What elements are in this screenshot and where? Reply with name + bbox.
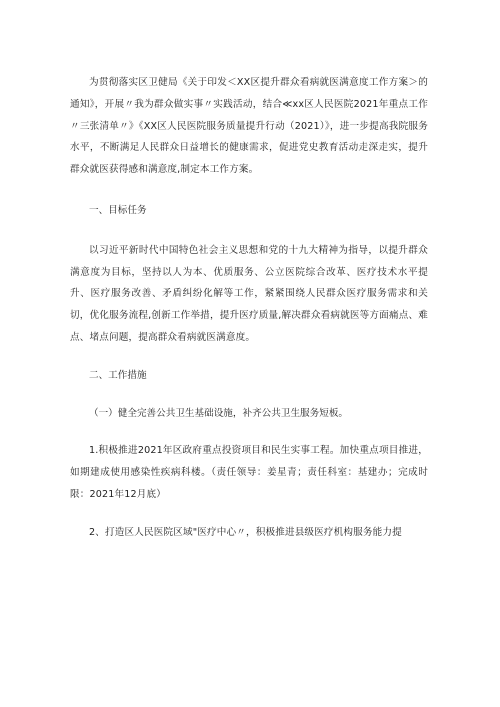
spacer [70, 387, 428, 403]
intro-paragraph: 为贯彻落实区卫健局《关于印发＜XX区提升群众看病就医满意度工作方案＞的通知》，开展〃我为群众做实事〃实践活动，结合≪xx区人民医院2021年重点工作〃三张清单〃》《XX区人民医院服务质量提升行动（2021）》，进一步提高我院服务水平，不断满足人民群众日益增长的健康需求，促进党史教育活动走深走实，提升群众就医获得感和满意度,制定本工作方案。 [70, 77, 428, 176]
section-1-heading: 一、目标任务 [89, 204, 147, 216]
spacer [70, 222, 428, 240]
subsection-1-heading: （一）健全完善公共卫生基础设施，补齐公共卫生服务短板。 [89, 407, 349, 419]
section-1-paragraph: 以习近平新时代中国特色社会主义思想和党的十九大精神为指导，以提升群众满意度为目标，坚持以人为本、优质服务、公立医院综合改革、医疗技术水平提升、医疗服务改善、矛盾纠纷化解等工作，紧紧围绕人民群众医疗服务需求和关切，优化服务流程,创新工作举措，提升医疗质量,解决群众看病就医等方面痛点、难点、堵点问题，提高群众看病就医满意度。 [70, 244, 428, 343]
spacer [70, 424, 428, 440]
document-body [70, 72, 428, 544]
item-1-paragraph: 1.积极推进2021年区政府重点投资项目和民生实事工程。加快重点项目推进，如期建成使用感染性疾病科楼。（责任领导：姜星青；责任科室：基建办；完成时限：2021年12月底） [70, 445, 428, 500]
item-2-paragraph: 2、打造区人民医院区域"医疗中心〃，积极推进县级医疗机构服务能力提 [89, 526, 402, 538]
spacer [70, 349, 428, 365]
spacer [70, 181, 428, 200]
section-2-heading: 二、工作措施 [89, 369, 147, 381]
spacer [70, 506, 428, 522]
